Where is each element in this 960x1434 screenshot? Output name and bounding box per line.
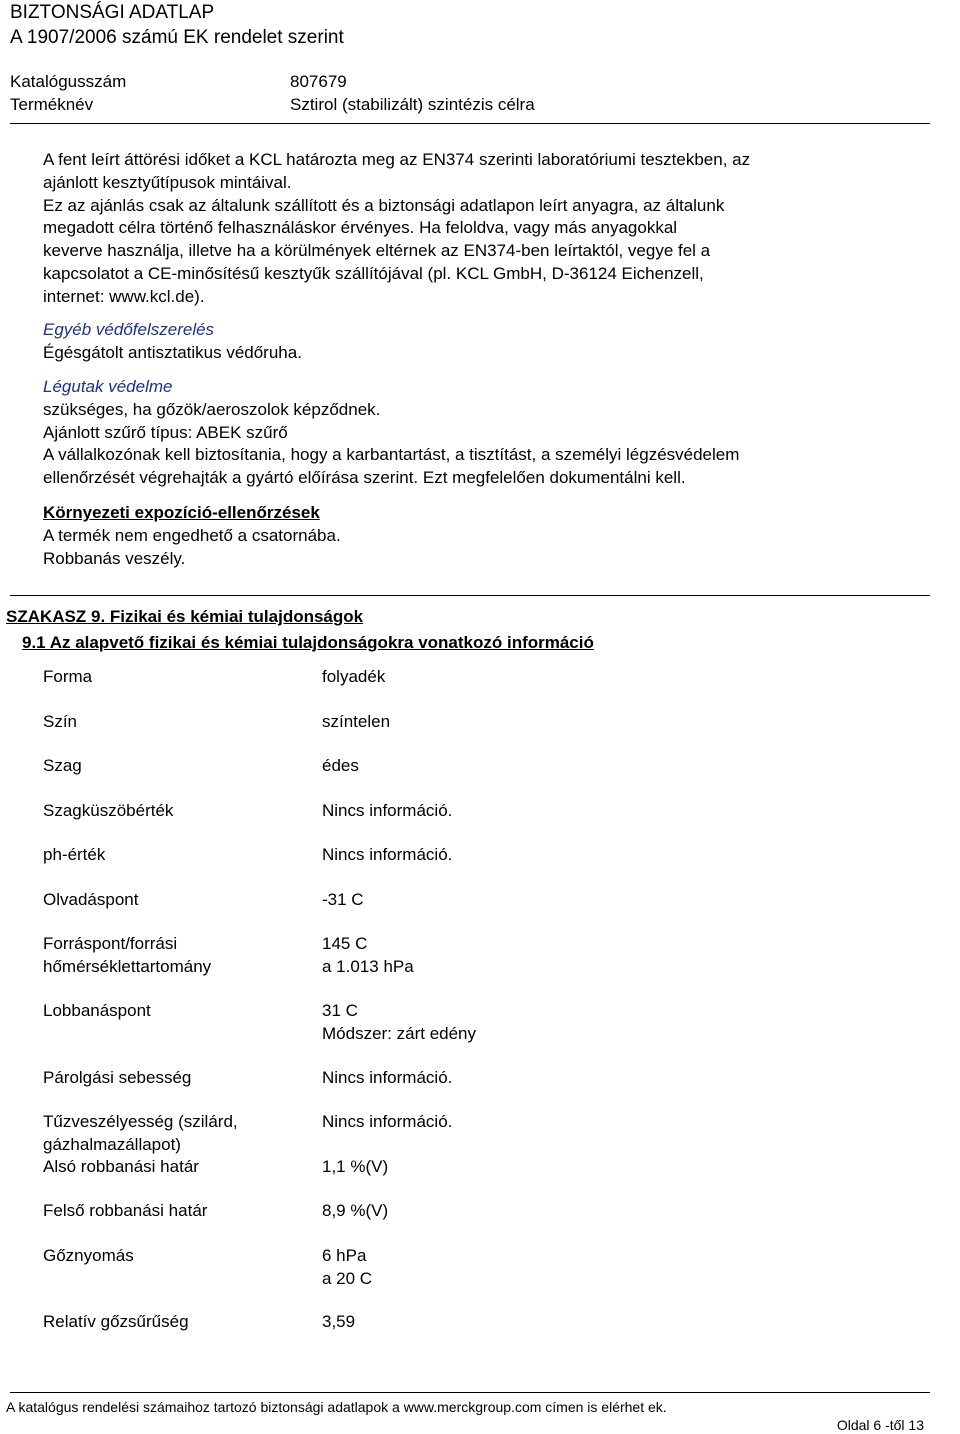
property-value-line: 6 hPa [322,1246,367,1265]
property-value [322,933,882,978]
property-value-line: Módszer: zárt edény [322,1023,477,1043]
other-ppe-text: Égésgátolt antisztatikus védőruha. [43,342,302,362]
text-line: ellenőrzését végrehajták a gyártó előírása szerint. Ezt megfelelően dokumentálni kell. [43,468,686,488]
text-line: Ajánlott szűrő típus: ABEK szűrő [43,422,288,442]
property-value: folyadék [322,667,386,686]
property-value: Nincs információ. [322,1068,453,1087]
property-value: színtelen [322,712,391,731]
text-line: kapcsolatot a CE-minősítésű kesztyűk szállítójával (pl. KCL GmbH, D-36124 Eichenzell, [43,263,704,283]
regulation-subtitle: A 1907/2006 számú EK rendelet szerint [10,27,344,48]
property-value-line: a 20 C [322,1268,373,1288]
property-name-line: hőmérséklettartomány [43,956,212,976]
other-ppe-block [43,319,823,365]
property-value: édes [322,756,359,775]
other-ppe-heading: Egyéb védőfelszerelés [43,320,215,339]
property-name-line: gázhalmazállapot) [43,1134,181,1154]
respiratory-block [43,376,823,490]
property-value: Nincs információ. [322,845,453,864]
property-value-line: 31 C [322,1001,358,1020]
environment-block [43,502,823,570]
property-name-line: Tűzveszélyesség (szilárd, [43,1112,238,1131]
section-divider [10,595,930,596]
text-line: keverve használja, illetve ha a körülmények eltérnek az EN374-ben leírtaktól, vegye fel a [43,241,711,261]
text-line: megadott célra történő felhasználáskor érvényes. Ha feloldva, vagy más anyagokkal [43,218,678,238]
property-name: Alsó robbanási határ [43,1157,199,1176]
property-name [43,933,303,978]
property-name: Relatív gőzsűrűség [43,1312,189,1331]
property-value: 1,1 %(V) [322,1157,389,1176]
property-name: Szag [43,756,82,775]
respiratory-heading: Légutak védelme [43,377,173,396]
text-line: A fent leírt áttörési időket a KCL határozta meg az EN374 szerinti laboratóriumi tesztekben, az [43,150,751,169]
text-line: szükséges, ha gőzök/aeroszolok képződnek. [43,399,381,419]
text-line: Ez az ajánlás csak az általunk szállított és a biztonsági adatlapon leírt anyagra, az általunk [43,195,725,215]
footer-note: A katalógus rendelési számaihoz tartozó biztonsági adatlapok a www.merckgroup.com címen is elérhet ek. [6,1399,667,1415]
property-name: Felső robbanási határ [43,1201,208,1220]
property-value: 8,9 %(V) [322,1201,389,1220]
catalog-number-label: Katalógusszám [10,72,127,91]
property-value: Nincs információ. [322,801,453,820]
product-name-label: Terméknév [10,95,94,114]
property-value [322,1245,882,1290]
text-line: internet: www.kcl.de). [43,286,205,306]
property-value-line: 145 C [322,934,368,953]
document-title: BIZTONSÁGI ADATLAP [10,2,215,23]
property-value: -31 C [322,890,364,909]
property-name: Forma [43,667,93,686]
page-number: Oldal 6 -től 13 [836,1417,924,1433]
text-line: A vállalkozónak kell biztosítania, hogy a karbantartást, a tisztítást, a személyi légzésvédelem [43,445,740,465]
property-value: Nincs információ. [322,1112,453,1131]
glove-info-block [43,149,823,309]
property-value-line: a 1.013 hPa [322,956,414,976]
property-name: Párolgási sebesség [43,1068,192,1087]
environment-heading: Környezeti expozíció-ellenőrzések [43,503,320,522]
property-value: 3,59 [322,1312,356,1331]
header-divider [10,123,930,124]
property-name [43,1111,303,1156]
property-name: Szagküszöbérték [43,801,174,820]
section-9-1-title: 9.1 Az alapvető fizikai és kémiai tulajdonságokra vonatkozó információ [22,633,594,652]
text-line: ajánlott kesztyűtípusok mintáival. [43,172,292,192]
text-line: Robbanás veszély. [43,548,186,568]
footer-divider [10,1392,930,1393]
property-name: Olvadáspont [43,890,139,909]
property-name-line: Forráspont/forrási [43,934,178,953]
property-name: ph-érték [43,845,106,864]
product-name-value: Sztirol (stabilizált) szintézis célra [290,95,535,114]
section-9-title: SZAKASZ 9. Fizikai és kémiai tulajdonságok [6,607,364,626]
property-name: Szín [43,712,78,731]
text-line: A termék nem engedhető a csatornába. [43,525,341,545]
property-name: Lobbanáspont [43,1001,151,1020]
property-value [322,1000,882,1045]
catalog-number-value: 807679 [290,72,347,91]
property-name: Gőznyomás [43,1246,134,1265]
